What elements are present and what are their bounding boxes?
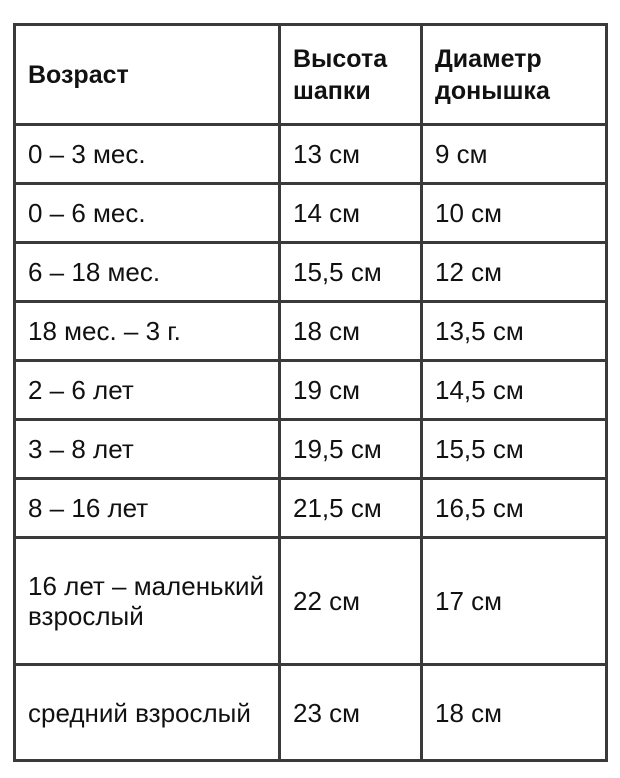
- cell-bottom-diameter: 9 см: [422, 125, 607, 184]
- cell-age: 6 – 18 мес.: [15, 243, 280, 302]
- table-row: [15, 302, 607, 361]
- cell-bottom-diameter: 10 см: [422, 184, 607, 243]
- cell-bottom-diameter: 17 см: [422, 538, 607, 665]
- cell-bottom-diameter: 16,5 см: [422, 479, 607, 538]
- cell-bottom-diameter: 14,5 см: [422, 361, 607, 420]
- cell-hat-height: 15,5 см: [280, 243, 422, 302]
- cell-hat-height: 21,5 см: [280, 479, 422, 538]
- table-row: [15, 125, 607, 184]
- header-age: Возраст: [15, 25, 280, 125]
- cell-age: средний взрослый: [15, 665, 280, 761]
- cell-bottom-diameter: 13,5 см: [422, 302, 607, 361]
- cell-age: 18 мес. – 3 г.: [15, 302, 280, 361]
- cell-hat-height: 14 см: [280, 184, 422, 243]
- cell-hat-height: 13 см: [280, 125, 422, 184]
- table-row: [15, 665, 607, 761]
- header-bottom-diameter: Диаметр донышка: [422, 25, 607, 125]
- cell-age: 0 – 6 мес.: [15, 184, 280, 243]
- table-row: [15, 243, 607, 302]
- size-table-container: [13, 23, 608, 762]
- cell-hat-height: 19 см: [280, 361, 422, 420]
- cell-age: 3 – 8 лет: [15, 420, 280, 479]
- cell-age: 8 – 16 лет: [15, 479, 280, 538]
- cell-age: 2 – 6 лет: [15, 361, 280, 420]
- cell-hat-height: 18 см: [280, 302, 422, 361]
- cell-hat-height: 23 см: [280, 665, 422, 761]
- cell-hat-height: 19,5 см: [280, 420, 422, 479]
- cell-bottom-diameter: 18 см: [422, 665, 607, 761]
- cell-age: 0 – 3 мес.: [15, 125, 280, 184]
- table-row: [15, 361, 607, 420]
- cell-bottom-diameter: 15,5 см: [422, 420, 607, 479]
- table-row: [15, 538, 607, 665]
- header-hat-height: Высота шапки: [280, 25, 422, 125]
- table-row: [15, 420, 607, 479]
- hat-size-table: [13, 23, 608, 762]
- table-row: [15, 184, 607, 243]
- cell-bottom-diameter: 12 см: [422, 243, 607, 302]
- cell-age: 16 лет – маленький взрослый: [15, 538, 280, 665]
- cell-hat-height: 22 см: [280, 538, 422, 665]
- table-row: [15, 479, 607, 538]
- table-header-row: [15, 25, 607, 125]
